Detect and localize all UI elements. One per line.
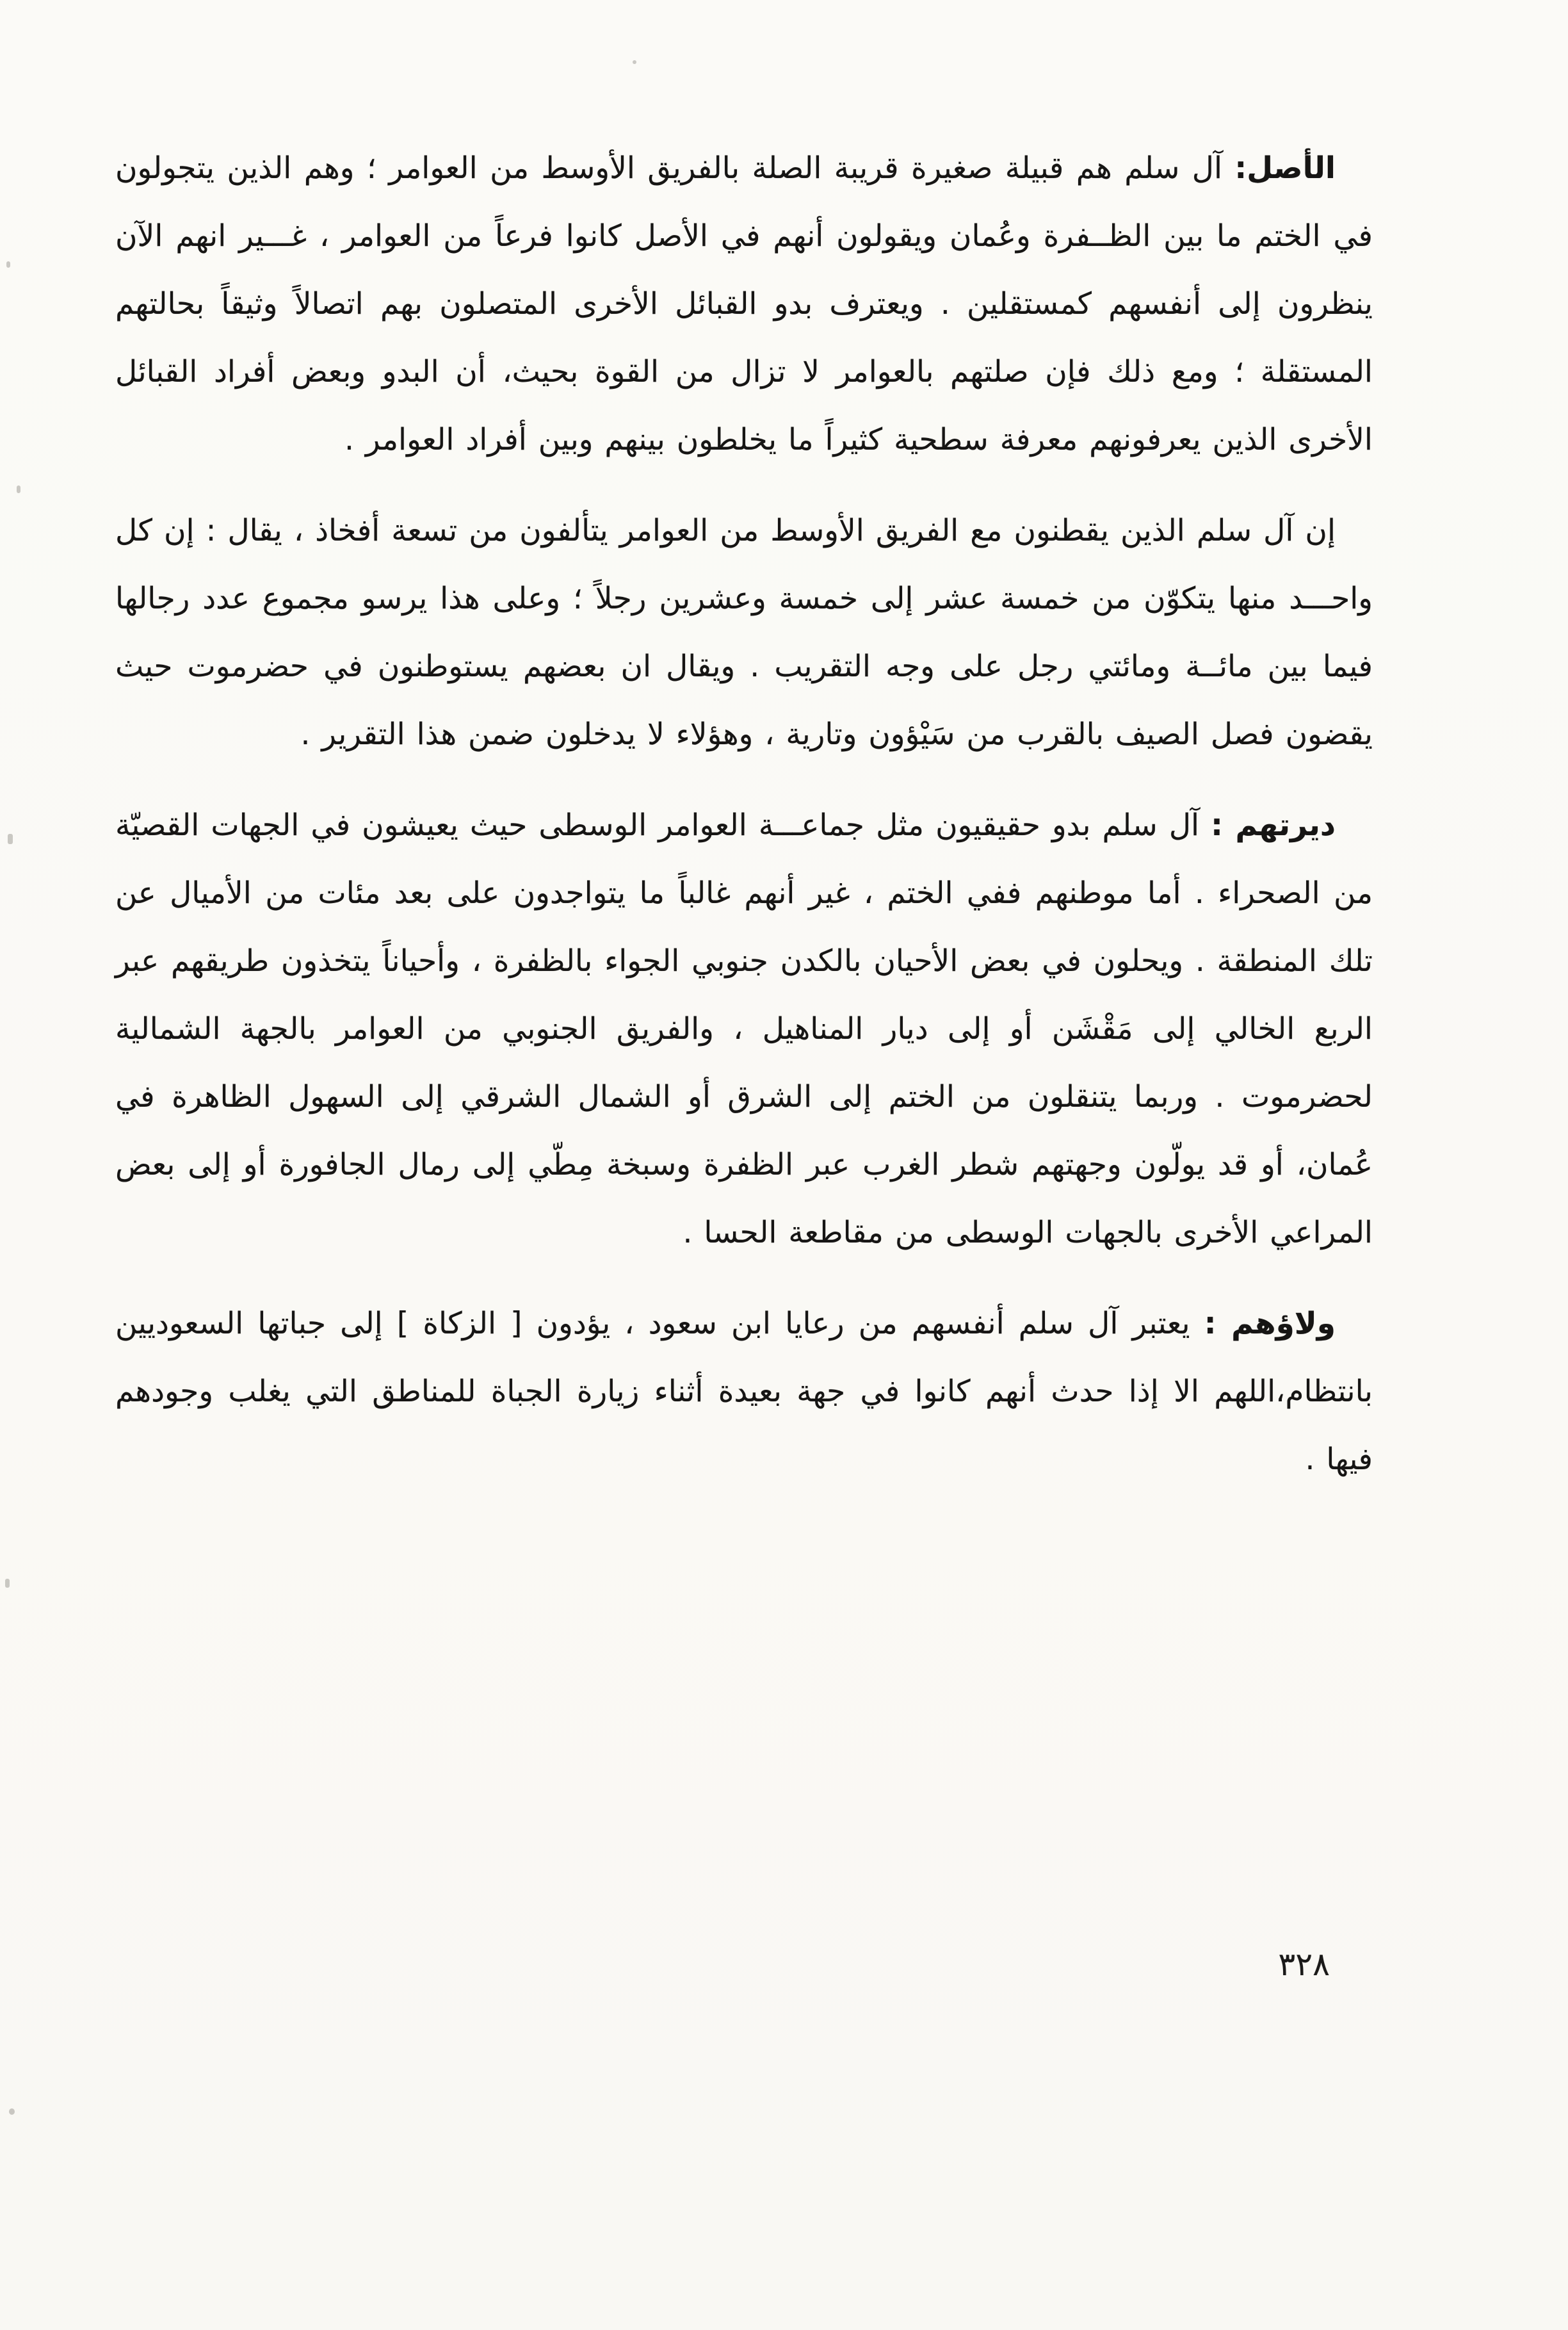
paragraph-clans: [115, 497, 1373, 769]
scan-artifact: [6, 261, 10, 268]
body-text: [115, 134, 1373, 1494]
paragraph-loyalty-lead: ولاؤهم :: [1204, 1306, 1336, 1341]
paragraph-clans-body: إن آل سلم الذين يقطنون مع الفريق الأوسط من العوامر يتألفون من تسعة أفخاذ ، يقال : إن كل واحـــد منها يتكوّن من خمسة عشر إلى خمسة وعشرين رجلاً ؛ وعلى هذا يرسو مجموع عدد رجالها فيما بين مائــة ومائتي رجل على وجه التقريب . ويقال ان بعضهم يستوطنون في حضرموت حيث يقضون فصل الصيف بالقرب من سَيْؤون وتارية ، وهؤلاء لا يدخلون ضمن هذا التقرير .: [115, 513, 1373, 752]
paragraph-territory: [115, 792, 1373, 1267]
scan-artifact: [5, 1579, 10, 1588]
scan-artifact: [633, 60, 636, 64]
paragraph-territory-lead: ديرتهم :: [1211, 808, 1336, 843]
scan-artifact: [8, 834, 13, 844]
scan-artifact: [9, 2108, 15, 2115]
paragraph-origin-lead: الأصل:: [1234, 151, 1336, 186]
page-number: ٣٢٨: [1278, 1946, 1330, 1983]
scan-artifact: [17, 485, 20, 493]
paragraph-territory-body: آل سلم بدو حقيقيون مثل جماعـــة العوامر الوسطى حيث يعيشون في الجهات القصيّة من الصحراء . أما موطنهم ففي الختم ، غير أنهم غالباً ما يتواجدون على بعد مئات من الأميال عن تلك المنطقة . ويحلون في بعض الأحيان بالكدن جنوبي الجواء بالظفرة ، وأحياناً يتخذون طريقهم عبر الربع الخالي إلى مَقْشَن أو إلى ديار المناهيل ، والفريق الجنوبي من العوامر بالجهة الشمالية لحضرموت . وربما يتنقلون من الختم إلى الشرق أو الشمال الشرقي إلى السهول الظاهرة في عُمان، أو قد يولّون وجهتهم شطر الغرب عبر الظفرة وسبخة مِطّي إلى رمال الجافورة أو إلى بعض المراعي الأخرى بالجهات الوسطى من مقاطعة الحسا .: [115, 808, 1373, 1250]
paragraph-origin-body: آل سلم هم قبيلة صغيرة قريبة الصلة بالفريق الأوسط من العوامر ؛ وهم الذين يتجولون في الختم ما بين الظــفرة وعُمان ويقولون أنهم في الأصل كانوا فرعاً من العوامر ، غـــير انهم الآن ينظرون إلى أنفسهم كمستقلين . ويعترف بدو القبائل الأخرى المتصلون بهم اتصالاً وثيقاً بحالتهم المستقلة ؛ ومع ذلك فإن صلتهم بالعوامر لا تزال من القوة بحيث، أن البدو وبعض أفراد القبائل الأخرى الذين يعرفونهم معرفة سطحية كثيراً ما يخلطون بينهم وبين أفراد العوامر .: [115, 151, 1373, 457]
paragraph-loyalty: [115, 1290, 1373, 1494]
paragraph-loyalty-body: يعتبر آل سلم أنفسهم من رعايا ابن سعود ، يؤدون [ الزكاة ] إلى جباتها السعوديين بانتظام،اللهم الا إذا حدث أنهم كانوا في جهة بعيدة أثناء زيارة الجباة للمناطق التي يغلب وجودهم فيها .: [115, 1306, 1373, 1477]
paragraph-origin: [115, 134, 1373, 474]
